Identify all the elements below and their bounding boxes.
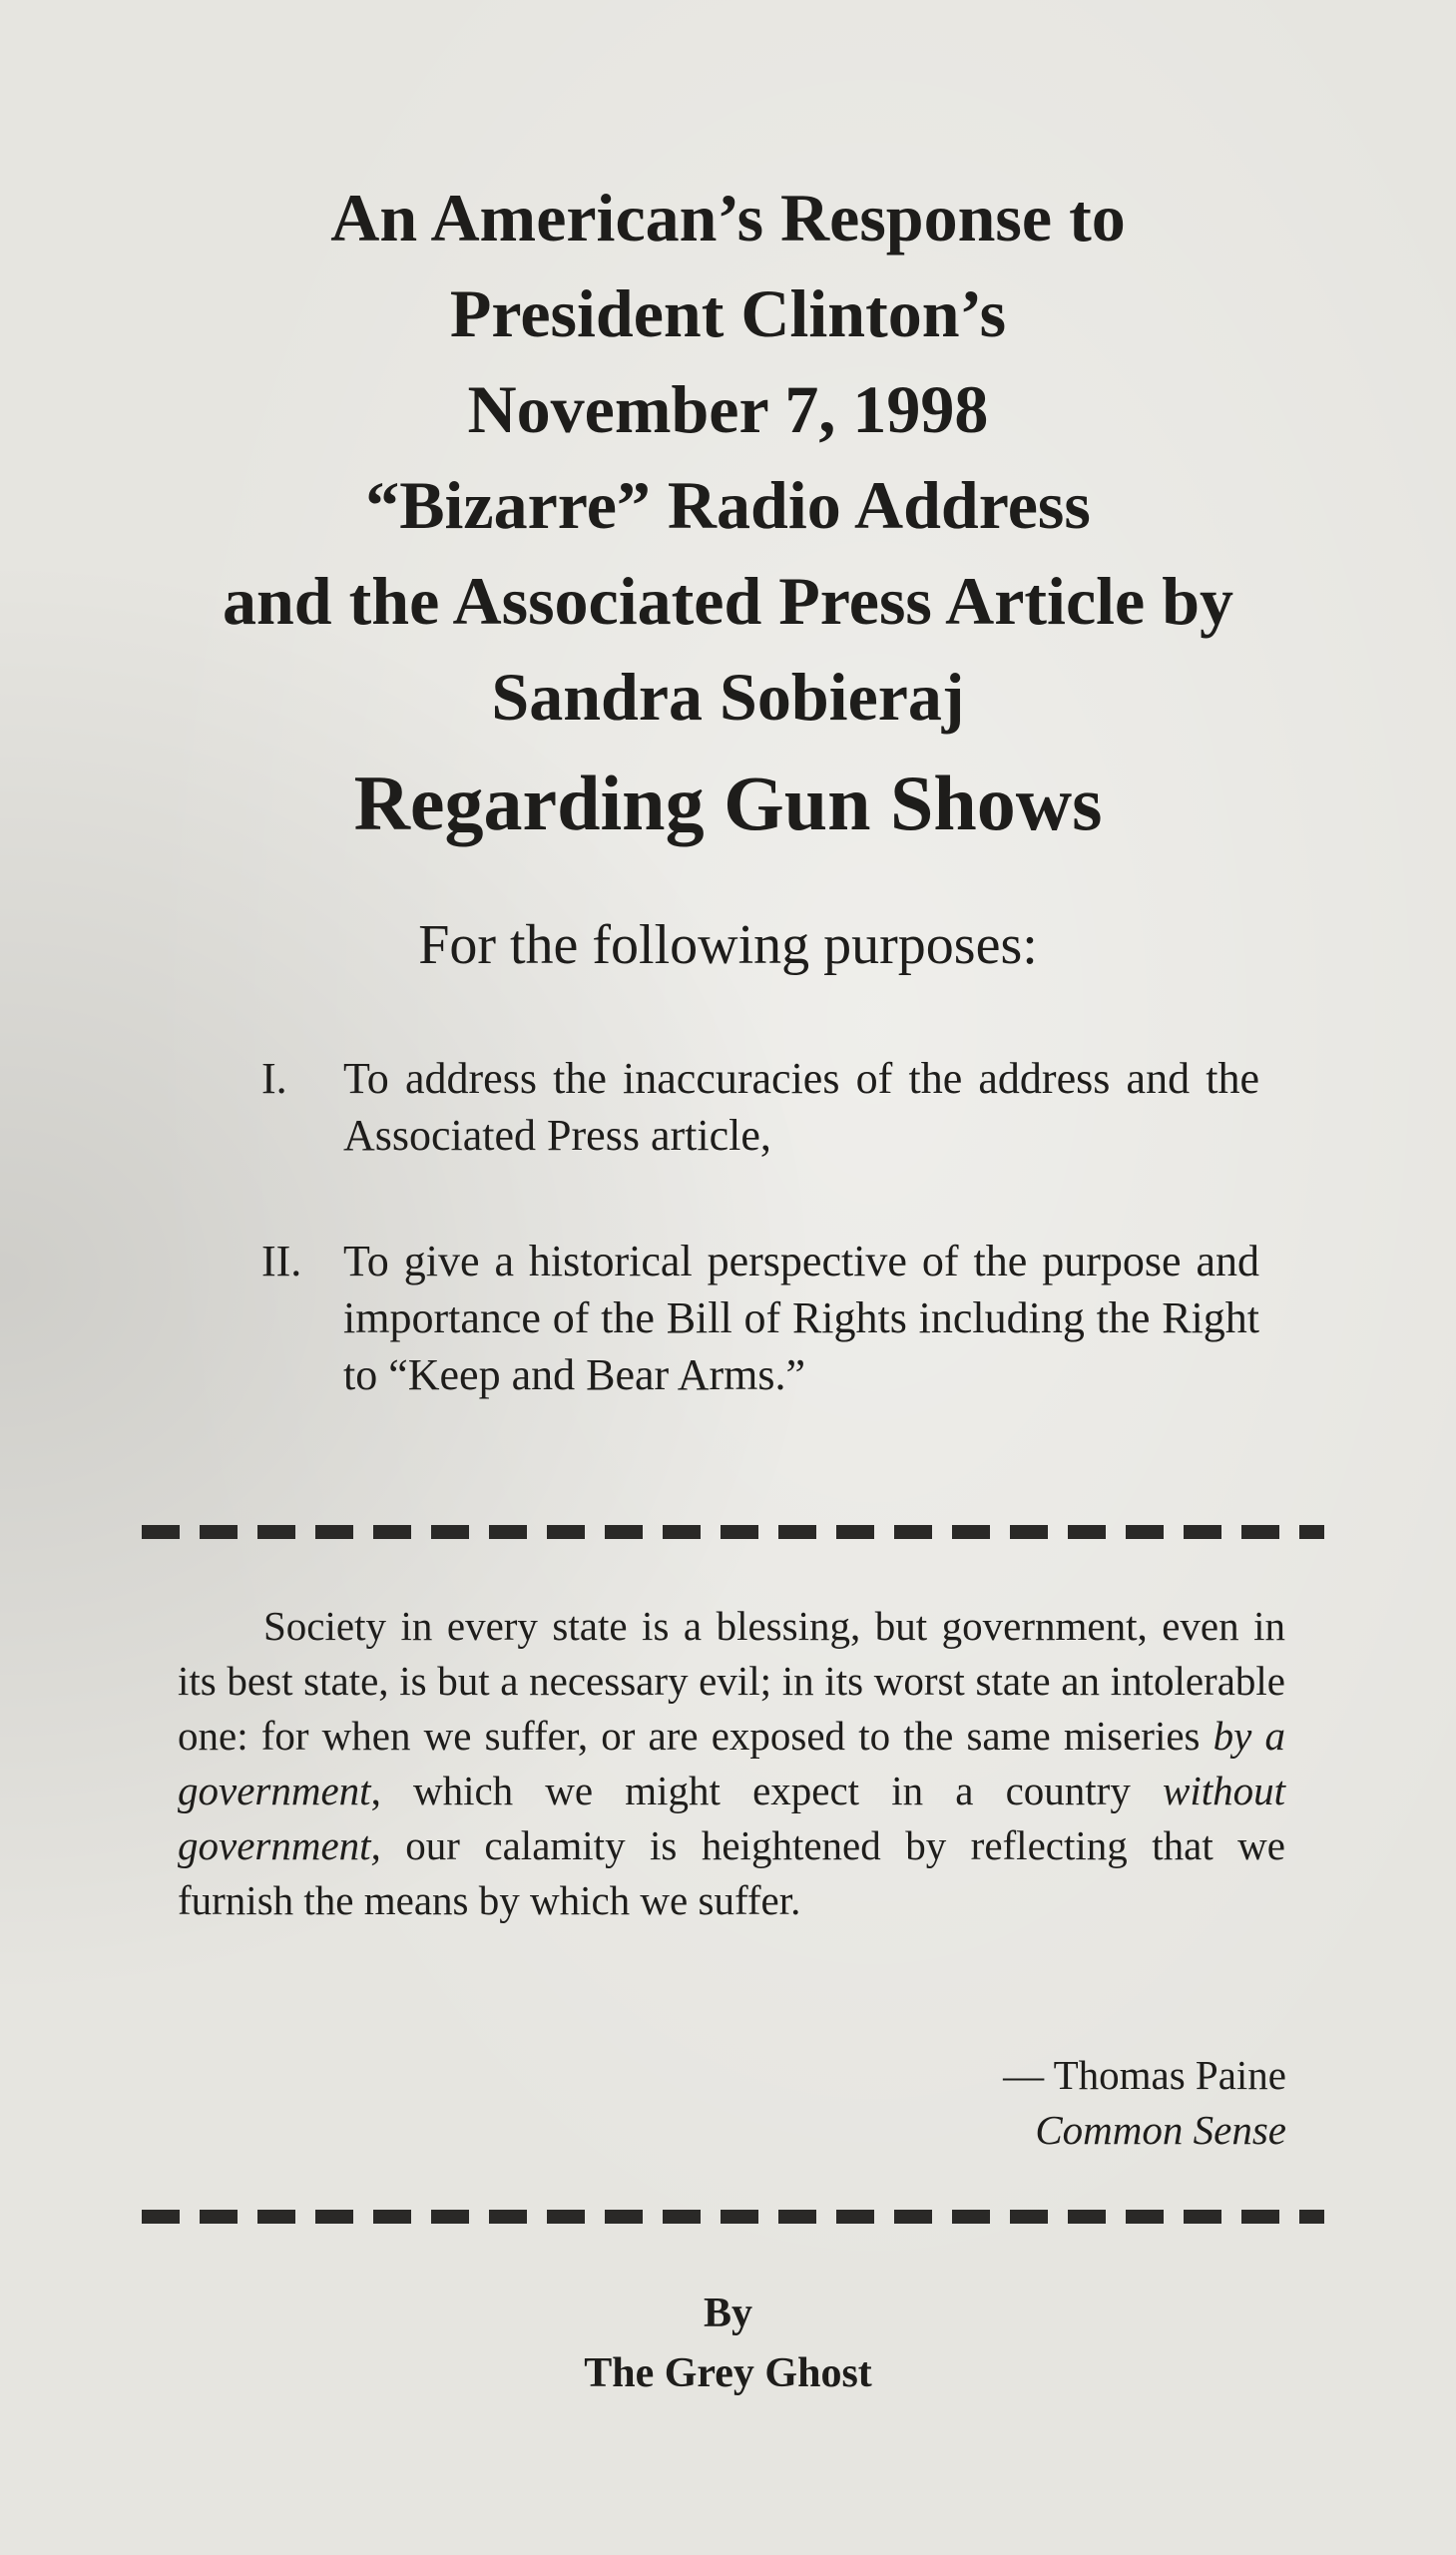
document-title (0, 170, 1456, 862)
quote-emphasis: by a government (178, 1713, 1285, 1813)
title-line: Sandra Sobieraj (491, 659, 965, 735)
purpose-item (261, 1050, 1259, 1164)
quote-text: , which we might expect in a country (370, 1768, 1163, 1813)
purpose-numeral: I. (261, 1054, 287, 1103)
title-line: November 7, 1998 (467, 371, 989, 447)
byline (0, 2284, 1456, 2403)
title-line: President Clinton’s (449, 275, 1007, 351)
purpose-numeral: II. (261, 1237, 302, 1285)
quote-text: our calamity is heightened by reflecting that we furnish the means by which we suffer. (178, 1822, 1285, 1923)
purposes-heading: For the following purposes: (418, 914, 1038, 976)
epigraph-quote (178, 1599, 1285, 1928)
quote-attribution (1003, 2048, 1286, 2158)
purpose-item (261, 1233, 1259, 1403)
byline-by: By (703, 2291, 752, 2336)
quote-source: Common Sense (1035, 2107, 1286, 2153)
quote-emphasis: without government, (178, 1768, 1285, 1868)
quote-author: — Thomas Paine (1003, 2052, 1286, 2098)
title-line: “Bizarre” Radio Address (365, 467, 1091, 543)
title-line: Regarding Gun Shows (353, 760, 1103, 846)
quote-text: Society in every state is a blessing, but government, even in its best state, is but a necessary evil; in its worst state an intolerable one: for when we suffer, or are exposed to the same miseries (178, 1603, 1285, 1759)
byline-author: The Grey Ghost (584, 2350, 872, 2396)
dashed-divider (142, 2210, 1324, 2224)
title-line: and the Associated Press Article by (222, 563, 1234, 639)
purpose-text: To give a historical perspective of the purpose and importance of the Bill of Rights including the Right to “Keep and Bear Arms.” (343, 1237, 1259, 1399)
title-line: An American’s Response to (330, 180, 1126, 256)
dashed-divider (142, 1525, 1324, 1539)
purpose-text: To address the inaccuracies of the address and the Associated Press article, (343, 1054, 1259, 1160)
